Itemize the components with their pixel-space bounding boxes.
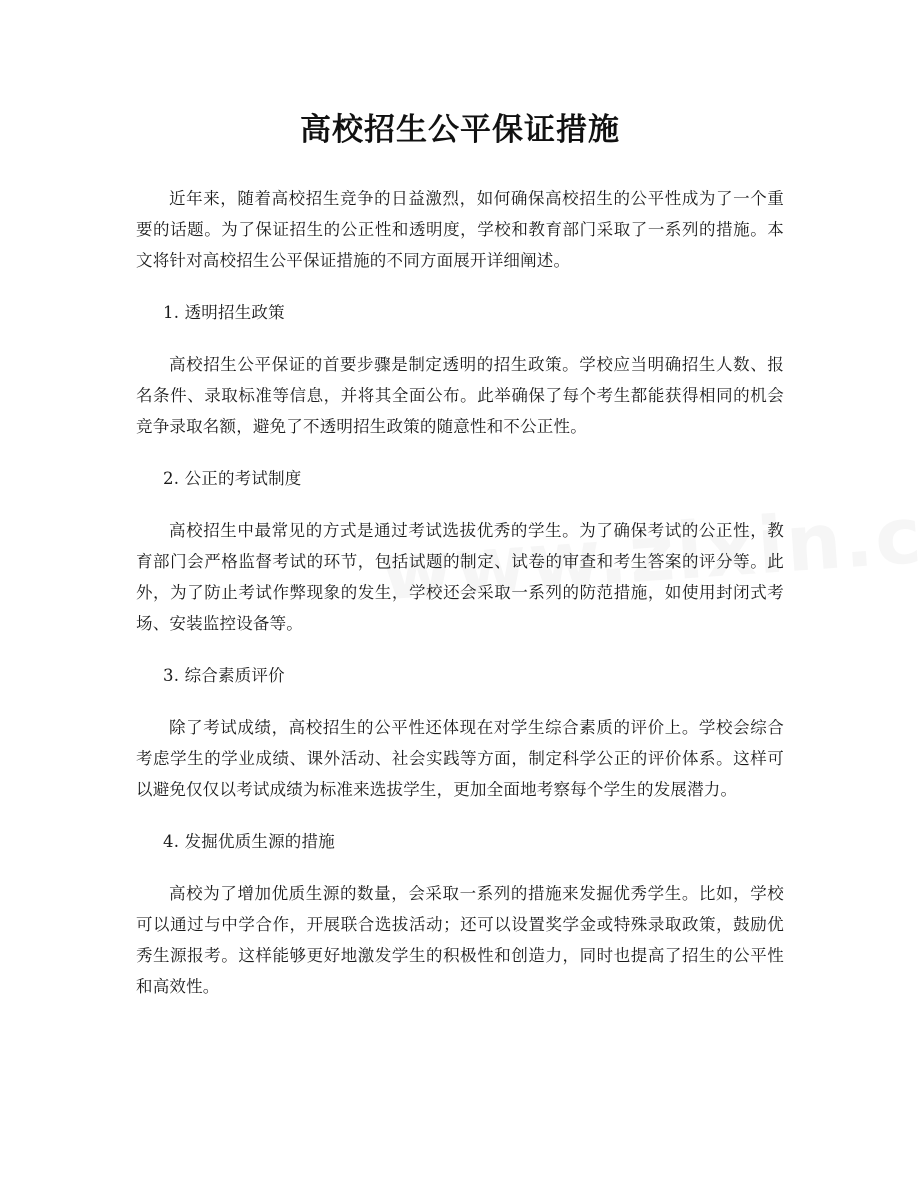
section-body-1: 高校招生公平保证的首要步骤是制定透明的招生政策。学校应当明确招生人数、报名条件、录取标准等信息，并将其全面公布。此举确保了每个考生都能获得相同的机会竞争录取名额，避免了不透明招生政策的随意性和不公正性。	[136, 355, 784, 436]
intro-paragraph: 近年来，随着高校招生竞争的日益激烈，如何确保高校招生的公平性成为了一个重要的话题。为了保证招生的公正性和透明度，学校和教育部门采取了一系列的措施。本文将针对高校招生公平保证措施的不同方面展开详细阐述。	[136, 189, 784, 270]
document-title: 高校招生公平保证措施	[300, 112, 620, 148]
document-body	[136, 183, 784, 1002]
section-body-2: 高校招生中最常见的方式是通过考试选拔优秀的学生。为了确保考试的公正性，教育部门会严格监督考试的环节，包括试题的制定、试卷的审查和考生答案的评分等。此外，为了防止考试作弊现象的发生，学校还会采取一系列的防范措施，如使用封闭式考场、安装监控设备等。	[136, 521, 784, 633]
section-heading-1: 1. 透明招生政策	[163, 303, 285, 322]
section-heading-2: 2. 公正的考试制度	[163, 469, 302, 488]
section-body-3: 除了考试成绩，高校招生的公平性还体现在对学生综合素质的评价上。学校会综合考虑学生的学业成绩、课外活动、社会实践等方面，制定科学公正的评价体系。这样可以避免仅仅以考试成绩为标准来选拔学生，更加全面地考察每个学生的发展潜力。	[136, 718, 784, 799]
section-heading-3: 3. 综合素质评价	[163, 666, 285, 685]
section-heading-4: 4. 发掘优质生源的措施	[163, 832, 335, 851]
section-body-4: 高校为了增加优质生源的数量，会采取一系列的措施来发掘优秀学生。比如，学校可以通过与中学合作，开展联合选拔活动；还可以设置奖学金或特殊录取政策，鼓励优秀生源报考。这样能够更好地激发学生的积极性和创造力，同时也提高了招生的公平性和高效性。	[136, 884, 784, 996]
